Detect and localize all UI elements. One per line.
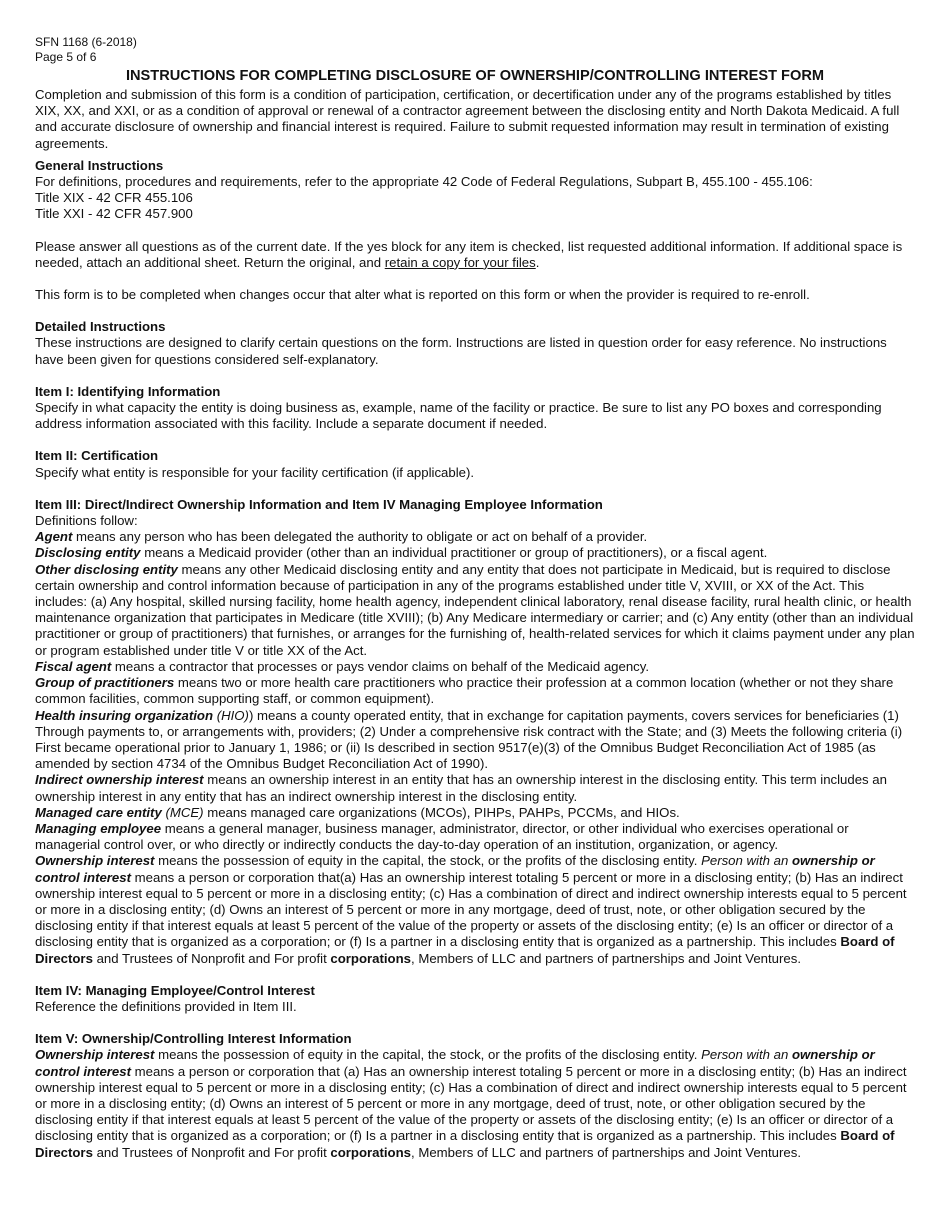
def-disclosing-text: means a Medicaid provider (other than an individual practitioner or group of practitioners), or a fiscal agent. xyxy=(140,545,768,561)
def-managing-employee xyxy=(35,821,915,853)
item1-text: Specify in what capacity the entity is doing business as, example, name of the facility or practice. Be sure to list any PO boxes and corresponding address information associated with this facility. Include a separate document if needed. xyxy=(35,400,882,432)
detailed-instructions-text: These instructions are designed to clarify certain questions on the form. Instructions are listed in question order for easy reference. No instructions have been given for questions considered self-explanatory. xyxy=(35,335,887,367)
general-title-xxi: Title XXI - 42 CFR 457.900 xyxy=(35,206,193,222)
item2-heading: Item II: Certification xyxy=(35,448,159,464)
def-group-text: means two or more health care practitioners who practice their profession at a common location (whether or not they share common facilities, common supporting staff, or common equipment). xyxy=(35,675,894,707)
term-fiscal-agent: Fiscal agent xyxy=(35,658,112,674)
person-with-text: Person with an xyxy=(701,853,792,869)
def-indirect-text: means an ownership interest in an entity that has an ownership interest in the disclosing entity. This term includes an ownership interest in any entity that has an indirect ownership interest in the disclosing entity. xyxy=(35,772,887,804)
general-changes-paragraph: This form is to be completed when changes occur that alter what is reported on this form or when the provider is required to re-enroll. xyxy=(35,287,810,303)
item5-members-text: , Members of LLC and partners of partnerships and Joint Ventures. xyxy=(411,1144,801,1160)
item4-text: Reference the definitions provided in Item III. xyxy=(35,998,297,1014)
def-indirect-ownership xyxy=(35,772,915,804)
general-cfr-line: For definitions, procedures and requirements, refer to the appropriate 42 Code of Federal Regulations, Subpart B, 455.100 - 455.106: xyxy=(35,174,813,190)
item1-heading: Item I: Identifying Information xyxy=(35,383,221,399)
item5-trustees-text: and Trustees of Nonprofit and For profit xyxy=(92,1144,331,1160)
def-other-text: means any other Medicaid disclosing entity and any entity that does not participate in Medicaid, but is required to disclose certain ownership and control information because of participation in any of the programs established under title V, XVIII, or XX of the Act. This includes: (a) Any hospital, skilled nursing facility, home health agency, independent clinical laboratory, renal disease facility, rural health clinic, or health maintenance organization that participates in Medicare (title XVIII); (b) Any Medicare intermediary or carrier; and (c) Any entity (other than an individual practitioner or group of practitioners) that furnishes, or arranges for the furnishing of, health-related services for which it claims payment under any plan or program established under title V or title XX of the Act. xyxy=(35,561,915,658)
form-number: SFN 1168 (6-2018) xyxy=(35,35,137,49)
term-disclosing-entity: Disclosing entity xyxy=(35,545,141,561)
def-hio xyxy=(35,708,915,773)
def-ownership-text: means the possession of equity in the capital, the stock, or the profits of the disclosing entity. xyxy=(154,853,702,869)
term-indirect-ownership: Indirect ownership interest xyxy=(35,772,204,788)
def-agent xyxy=(35,529,915,545)
abbr-hio: (HIO) xyxy=(213,707,249,723)
item5-corporations: corporations xyxy=(330,1144,412,1160)
item5-ownership-text: means the possession of equity in the capital, the stock, or the profits of the disclosing entity. xyxy=(154,1047,702,1063)
def-disclosing-entity xyxy=(35,545,915,561)
corporations: corporations xyxy=(330,950,412,966)
document-page xyxy=(35,35,915,1161)
item5-term-ownership-control: ownership or control interest xyxy=(35,1047,875,1079)
item5-ownership-interest xyxy=(35,1047,915,1160)
definitions-intro: Definitions follow: xyxy=(35,513,138,529)
term-ownership-interest: Ownership interest xyxy=(35,853,155,869)
term-mce: Managed care entity xyxy=(35,804,162,820)
term-ownership-control: ownership or control interest xyxy=(35,853,875,885)
def-ownership-interest xyxy=(35,853,915,966)
item5-term-ownership-interest: Ownership interest xyxy=(35,1047,155,1063)
item5-ownership-control-text: means a person or corporation that (a) Has an ownership interest totaling 5 percent or more in a disclosing entity; (b) Has an indirect ownership interest equal to 5 percent or more in a disclosing entity; (c) Has a combination of direct and indirect ownership interests equal to 5 percent or more in a disclosing entity; (d) Owns an interest of 5 percent or more in any mortgage, deed of trust, note, or other obligation secured by the disclosing entity if that interest equals at least 5 percent of the value of the property or assets of the disclosing entity; (e) Is an officer or director of a disclosing entity that is organized as a corporation; or (f) Is a partner in a disclosing entity that is organized as a partnership. This includes xyxy=(35,1063,907,1144)
general-answer-paragraph xyxy=(35,239,915,271)
def-hio-text: ) means a county operated entity, that in exchange for capitation payments, covers services for beneficiaries (1) Through payments to, or arrangements with, providers; (2) Under a comprehensive risk contract with the State; and (3) Meets the following criteria (i) First became operational prior to January 1, 1986; or (ii) Is described in section 9517(e)(3) of the Omnibus Budget Reconciliation Act of 1985 (as amended by section 4734 of the Omnibus Budget Reconciliation Act of 1990). xyxy=(35,707,903,772)
general-answer-text: Please answer all questions as of the current date. If the yes block for any item is checked, list requested additional information. If additional space is needed, attach an additional sheet. Return the original, and xyxy=(35,238,903,270)
def-mce xyxy=(35,805,915,821)
term-other-disclosing-entity: Other disclosing entity xyxy=(35,561,178,577)
item5-heading: Item V: Ownership/Controlling Interest Information xyxy=(35,1031,352,1047)
item5-board-of-directors: Board of Directors xyxy=(35,1128,895,1160)
board-of-directors: Board of Directors xyxy=(35,934,895,966)
def-other-disclosing-entity xyxy=(35,562,915,659)
item5-person-with-text: Person with an xyxy=(701,1047,792,1063)
trustees-text: and Trustees of Nonprofit and For profit xyxy=(92,950,331,966)
page-number: Page 5 of 6 xyxy=(35,50,97,64)
def-mce-text: means managed care organizations (MCOs), PIHPs, PAHPs, PCCMs, and HIOs. xyxy=(203,804,680,820)
abbr-mce: (MCE) xyxy=(161,804,204,820)
general-title-xix: Title XIX - 42 CFR 455.106 xyxy=(35,190,193,206)
intro-paragraph: Completion and submission of this form is a condition of participation, certification, or decertification under any of the programs established by titles XIX, XX, and XXI, or as a condition of approval or renewal of a contractor agreement between the disclosing entity and North Dakota Medicaid. A full and accurate disclosure of ownership and financial interest is required. Failure to submit requested information may result in termination of existing agreements. xyxy=(35,87,900,151)
item3-heading: Item III: Direct/Indirect Ownership Information and Item IV Managing Employee Information xyxy=(35,496,603,512)
document-title: INSTRUCTIONS FOR COMPLETING DISCLOSURE OF OWNERSHIP/CONTROLLING INTEREST FORM xyxy=(125,68,825,84)
def-fiscal-agent xyxy=(35,659,915,675)
general-answer-end: . xyxy=(535,254,540,270)
def-group-of-practitioners xyxy=(35,675,915,707)
detailed-instructions-heading: Detailed Instructions xyxy=(35,319,166,335)
def-ownership-control-text: means a person or corporation that(a) Has an ownership interest totaling 5 percent or more in a disclosing entity; (b) Has an indirect ownership interest equal to 5 percent or more in a disclosing entity; (c) Has a combination of direct and indirect ownership interests equal to 5 percent or more in a disclosing entity; (d) Owns an interest of 5 percent or more in any mortgage, deed of trust, note, or other obligation secured by the disclosing entity if that interest equals at least 5 percent of the value of the property or assets of the disclosing entity; (e) Is an officer or director of a disclosing entity that is organized as a corporation; or (f) Is a partner in a disclosing entity that is organized as a partnership. This includes xyxy=(35,869,907,950)
term-managing-employee: Managing employee xyxy=(35,820,162,836)
item2-text: Specify what entity is responsible for your facility certification (if applicable). xyxy=(35,464,475,480)
item4-heading: Item IV: Managing Employee/Control Interest xyxy=(35,982,315,998)
def-agent-text: means any person who has been delegated the authority to obligate or act on behalf of a provider. xyxy=(72,529,648,545)
members-text: , Members of LLC and partners of partnerships and Joint Ventures. xyxy=(411,950,801,966)
general-instructions-heading: General Instructions xyxy=(35,157,164,173)
term-group: Group of practitioners xyxy=(35,675,175,691)
def-fiscal-text: means a contractor that processes or pays vendor claims on behalf of the Medicaid agency. xyxy=(111,658,650,674)
term-agent: Agent xyxy=(35,529,73,545)
term-hio: Health insuring organization xyxy=(35,707,214,723)
retain-copy-text: retain a copy for your files xyxy=(384,254,536,270)
def-managing-text: means a general manager, business manager, administrator, director, or other individual who exercises operational or managerial control over, or who directly or indirectly conducts the day-to-day operation of an institution, organization, or agency. xyxy=(35,820,849,853)
